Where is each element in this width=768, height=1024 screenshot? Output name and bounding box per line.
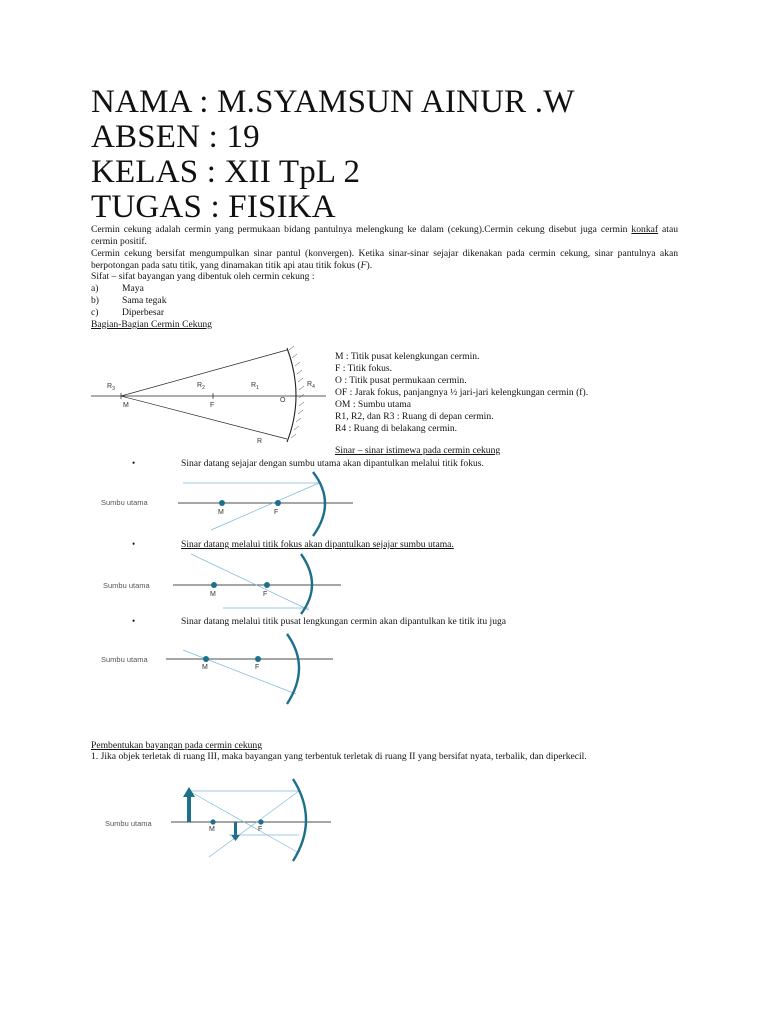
legend-item: O : Titik pusat permukaan cermin. [335,375,467,386]
diagram2-label-f: F [274,509,279,516]
diagram1-label-m: M [123,402,129,409]
diagram4-label-f: F [255,664,260,671]
intro-p1-konkaf: konkaf [631,224,659,235]
diagram3-mirror [301,554,312,614]
diagram2-point-m [219,500,225,506]
diagram4-mirror [287,634,299,704]
diagram2-sumbu-label: Sumbu utama [101,498,148,507]
legend-item: M : Titik pusat kelengkungan cermin. [335,351,480,362]
diagram5-point-f [258,819,263,824]
legend-item: F : Titik fokus. [335,363,393,374]
diagram1-ray-bottom [121,396,287,439]
legend-item: R4 : Ruang di belakang cermin. [335,423,458,434]
header-name: NAMA : M.SYAMSUN AINUR .W [91,84,575,120]
intro-p2-f: F [360,259,367,271]
diagram-sinar-pusat [91,632,341,707]
diagram4-label-m: M [202,664,208,671]
diagram-sinar-sejajar [91,470,361,540]
intro-p1-text-b: atau cermin positif. [91,224,678,247]
intro-paragraph-2 [91,248,678,272]
sifat-item-a-text: Maya [122,283,144,294]
bullet-3-symbol: • [132,616,136,626]
diagram-bagian-cermin [91,340,331,450]
sifat-item-c-text: Diperbesar [122,307,165,318]
bullet-3-text: Sinar datang melalui titik pusat lengkungan cermin akan dipantulkan ke titik itu juga [181,616,507,627]
sifat-item-a-letter: a) [91,283,99,294]
diagram3-point-m [211,582,217,588]
diagram3-label-f: F [263,591,268,598]
diagram1-label-r: R [257,438,263,445]
diagram1-label-r1: $R_1$ [251,382,259,391]
sifat-title: Sifat – sifat bayangan yang dibentuk oleh cermin cekung : [91,271,315,282]
diagram2-label-m: M [218,509,224,516]
bullet-1-symbol: • [132,458,136,468]
diagram3-point-f [264,582,270,588]
bagian-title: Bagian-Bagian Cermin Cekung [91,319,212,330]
diagram1-label-o: O [280,397,286,404]
diagram-pembentukan [91,775,341,865]
sifat-item-b-letter: b) [91,295,99,306]
diagram3-label-m: M [210,591,216,598]
bullet-2-text: Sinar datang melalui titik fokus akan dipantulkan sejajar sumbu utama. [181,539,454,550]
intro-p2-text-b: ). [366,259,373,271]
sinar-title: Sinar – sinar istimewa pada cermin cekung [335,445,501,456]
diagram5-sumbu-label: Sumbu utama [105,819,152,828]
diagram5-ray-2 [209,791,299,857]
header-kelas: KELAS : XII TpL 2 [91,154,361,190]
intro-p2-text-a: Cermin cekung bersifat mengumpulkan sinar pantul (konvergen). Ketika sinar-sinar sejajar dikenakan pada cermin cekung, sinar pantulnya akan berpotongan pada satu titik, yang dinamakan titik api atau titik fokus ( [91,248,678,271]
sifat-item-c-letter: c) [91,307,99,318]
diagram1-mirror [287,348,296,442]
diagram1-label-r3: $R_3$ [107,383,115,392]
diagram1-legend [335,351,588,435]
bullet-2-symbol: • [132,539,136,549]
diagram5-object-arrowhead [183,787,195,797]
diagram-sinar-fokus [91,550,351,615]
bullet-1-text: Sinar datang sejajar dengan sumbu utama akan dipantulkan melalui titik fokus. [181,458,484,469]
diagram3-incident-ray [191,554,309,610]
diagram5-point-m [210,819,215,824]
diagram4-ray [183,650,296,694]
diagram2-mirror [313,472,325,536]
intro-p1-text-a: Cermin cekung adalah cermin yang permukaan bidang pantulnya melengkung ke dalam (cekung).Cermin cekung disebut juga cermin [91,224,632,235]
header-tugas: TUGAS : FISIKA [91,189,336,225]
legend-item: OF : Jarak fokus, panjangnya ½ jari-jari kelengkungan cermin (f). [335,387,589,398]
diagram1-label-r2: $R_2$ [197,382,205,391]
intro-paragraph-1 [91,224,678,248]
diagram5-image-arrow [234,822,237,836]
diagram1-label-r4: $R_4$ [307,381,315,390]
legend-item: OM : Sumbu utama [335,399,411,410]
pembentukan-title: Pembentukan bayangan pada cermin cekung [91,740,263,751]
diagram4-sumbu-label: Sumbu utama [101,655,148,664]
diagram2-reflected-ray [211,483,319,530]
diagram5-label-f: F [258,826,263,833]
sifat-item-b-text: Sama tegak [122,295,167,306]
diagram3-sumbu-label: Sumbu utama [103,581,150,590]
diagram5-object-arrow [187,795,191,822]
diagram4-point-m [203,656,209,662]
legend-item: R1, R2, dan R3 : Ruang di depan cermin. [335,411,494,422]
header-absen: ABSEN : 19 [91,119,260,155]
diagram2-point-f [275,500,281,506]
pembentukan-item-1: 1. Jika objek terletak di ruang III, maka bayangan yang terbentuk terletak di ruang II yang bersifat nyata, terbalik, dan diperkecil. [91,751,587,762]
diagram4-point-f [255,656,261,662]
diagram1-label-f: F [210,402,215,409]
diagram5-label-m: M [209,826,215,833]
